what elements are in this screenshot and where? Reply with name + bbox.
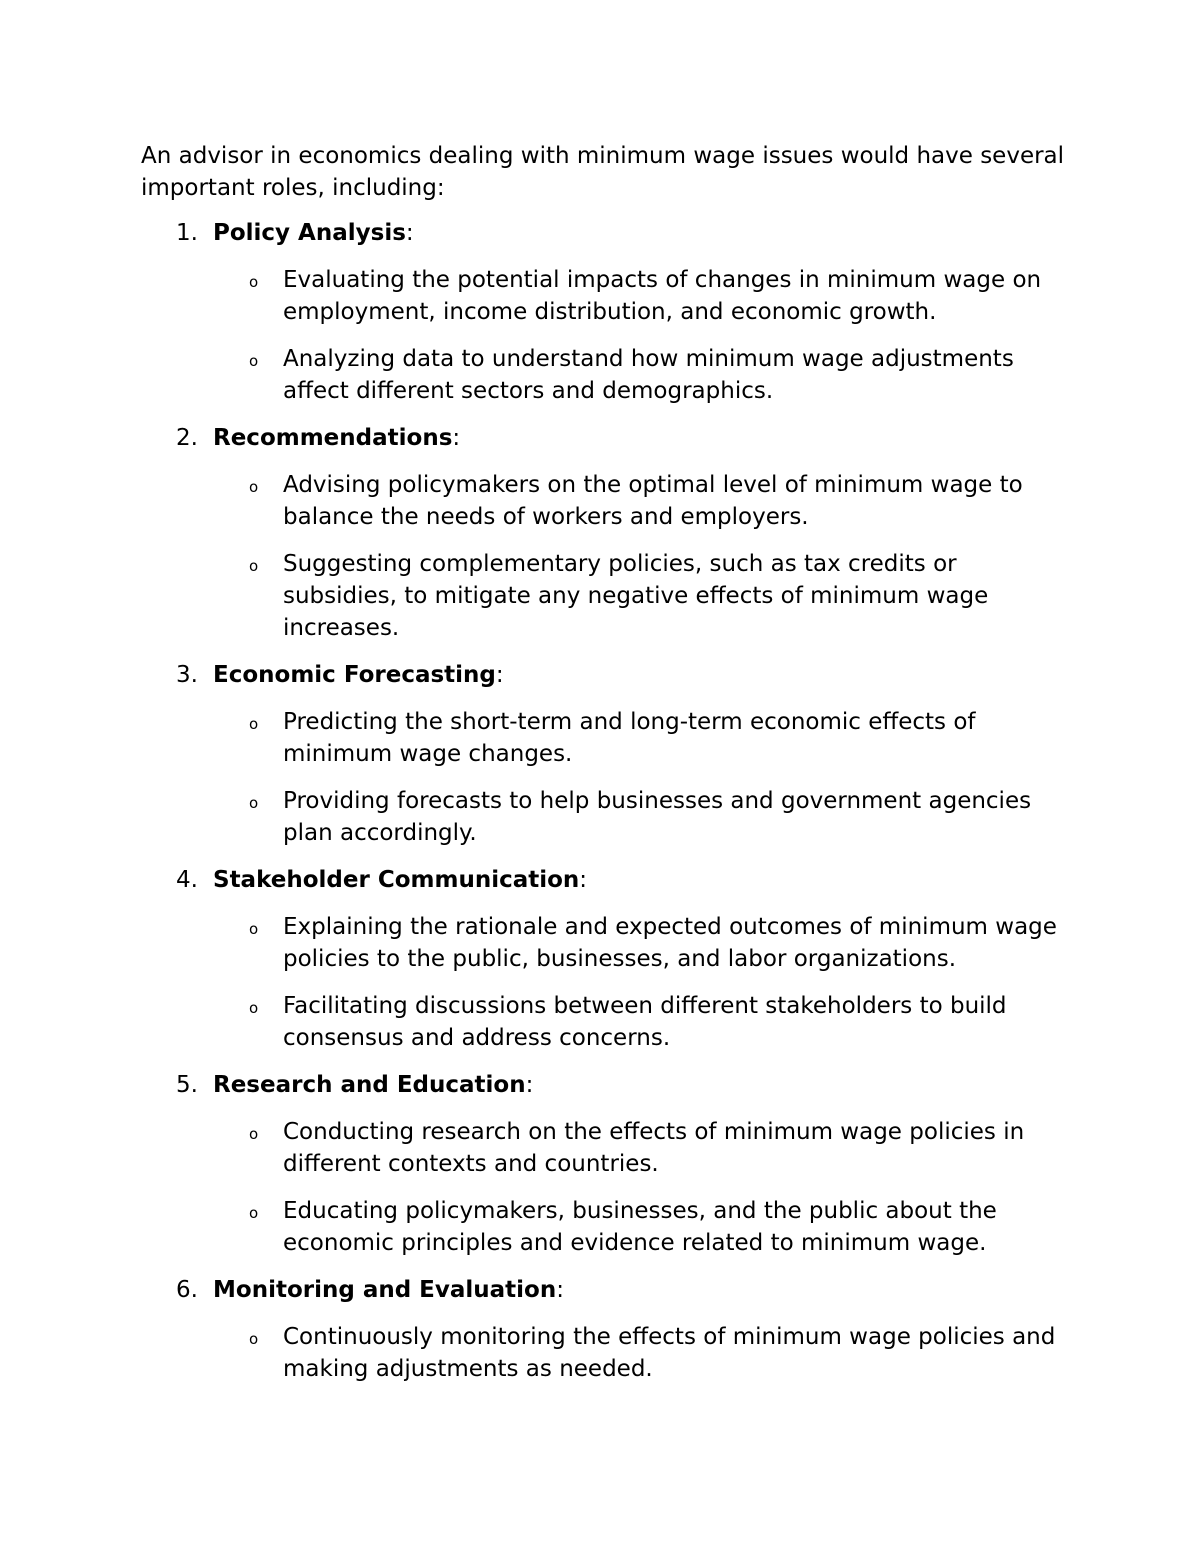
section-number: 5. [176,1072,198,1098]
section-number: 3. [176,662,198,688]
list-item-text: Advising policymakers on the optimal level of minimum wage to balance the needs of workers and employers. [283,472,1023,530]
bullet-list [0,469,1200,644]
section-title [213,217,414,249]
section-title [213,422,460,454]
bullet-circle-icon: o [249,1125,259,1143]
section-heading [0,1274,1200,1306]
section-title-text: Economic Forecasting [213,662,496,688]
section-title-text: Stakeholder Communication [213,867,580,893]
bullet-circle-icon: o [249,557,259,575]
bullet-list [0,911,1200,1054]
section-heading [0,422,1200,454]
bullet-list [0,1116,1200,1259]
list-item-text: Evaluating the potential impacts of changes in minimum wage on employment, income distribution, and economic growth. [283,267,1042,325]
section-number: 1. [176,220,198,246]
list-item-text: Analyzing data to understand how minimum wage adjustments affect different sectors and demographics. [283,346,1014,404]
list-item [0,548,1073,644]
bullet-list [0,706,1200,849]
bullet-circle-icon: o [249,999,259,1017]
list-item-text: Providing forecasts to help businesses and government agencies plan accordingly. [283,788,1032,846]
bullet-circle-icon: o [249,478,259,496]
list-item-text: Conducting research on the effects of minimum wage policies in different contexts and countries. [283,1119,1025,1177]
section-title [213,864,587,896]
section-title-colon: : [495,662,504,688]
list-item-text: Educating policymakers, businesses, and the public about the economic principles and evidence related to minimum wage. [283,1198,997,1256]
list-item [0,911,1073,975]
section-number: 4. [176,867,198,893]
role-section [0,422,1200,644]
list-item-text: Explaining the rationale and expected outcomes of minimum wage policies to the public, businesses, and labor organizations. [283,914,1057,972]
section-number: 6. [176,1277,198,1303]
section-heading [0,659,1200,691]
bullet-list [0,1321,1200,1385]
section-title-text: Research and Education [213,1072,526,1098]
section-title-colon: : [556,1277,564,1303]
bullet-circle-icon: o [249,920,259,938]
list-item [0,264,1073,328]
bullet-circle-icon: o [249,1204,259,1222]
bullet-list [0,264,1200,407]
list-item [0,1195,1073,1259]
list-item [0,343,1073,407]
role-section [0,217,1200,407]
list-item [0,785,1073,849]
bullet-circle-icon: o [249,794,259,812]
section-title-colon: : [579,867,588,893]
section-title-text: Recommendations [213,425,453,451]
list-item-text: Suggesting complementary policies, such as tax credits or subsidies, to mitigate any negative effects of minimum wage increases. [283,551,989,641]
section-title [213,1069,533,1101]
bullet-circle-icon: o [249,715,259,733]
bullet-circle-icon: o [249,273,259,291]
section-title-text: Policy Analysis [213,220,406,246]
list-item [0,990,1073,1054]
section-title [213,659,504,691]
role-section [0,659,1200,849]
role-section [0,864,1200,1054]
section-title [213,1274,564,1306]
section-title-text: Monitoring and Evaluation [213,1277,557,1303]
section-number: 2. [176,425,198,451]
list-item [0,1116,1073,1180]
role-section [0,1069,1200,1259]
list-item [0,706,1073,770]
section-heading [0,864,1200,896]
list-item-text: Continuously monitoring the effects of minimum wage policies and making adjustments as needed. [283,1324,1056,1382]
list-item-text: Predicting the short-term and long-term economic effects of minimum wage changes. [283,709,976,767]
list-item [0,469,1073,533]
intro-paragraph: An advisor in economics dealing with minimum wage issues would have several important roles, including: [141,143,1065,201]
list-item [0,1321,1073,1385]
list-item-text: Facilitating discussions between different stakeholders to build consensus and address concerns. [283,993,1007,1051]
section-title-colon: : [525,1072,534,1098]
bullet-circle-icon: o [249,1330,259,1348]
roles-list [0,217,1200,1400]
bullet-circle-icon: o [249,352,259,370]
section-heading [0,1069,1200,1101]
role-section [0,1274,1200,1385]
section-heading [0,217,1200,249]
section-title-colon: : [452,425,461,451]
section-title-colon: : [405,220,414,246]
